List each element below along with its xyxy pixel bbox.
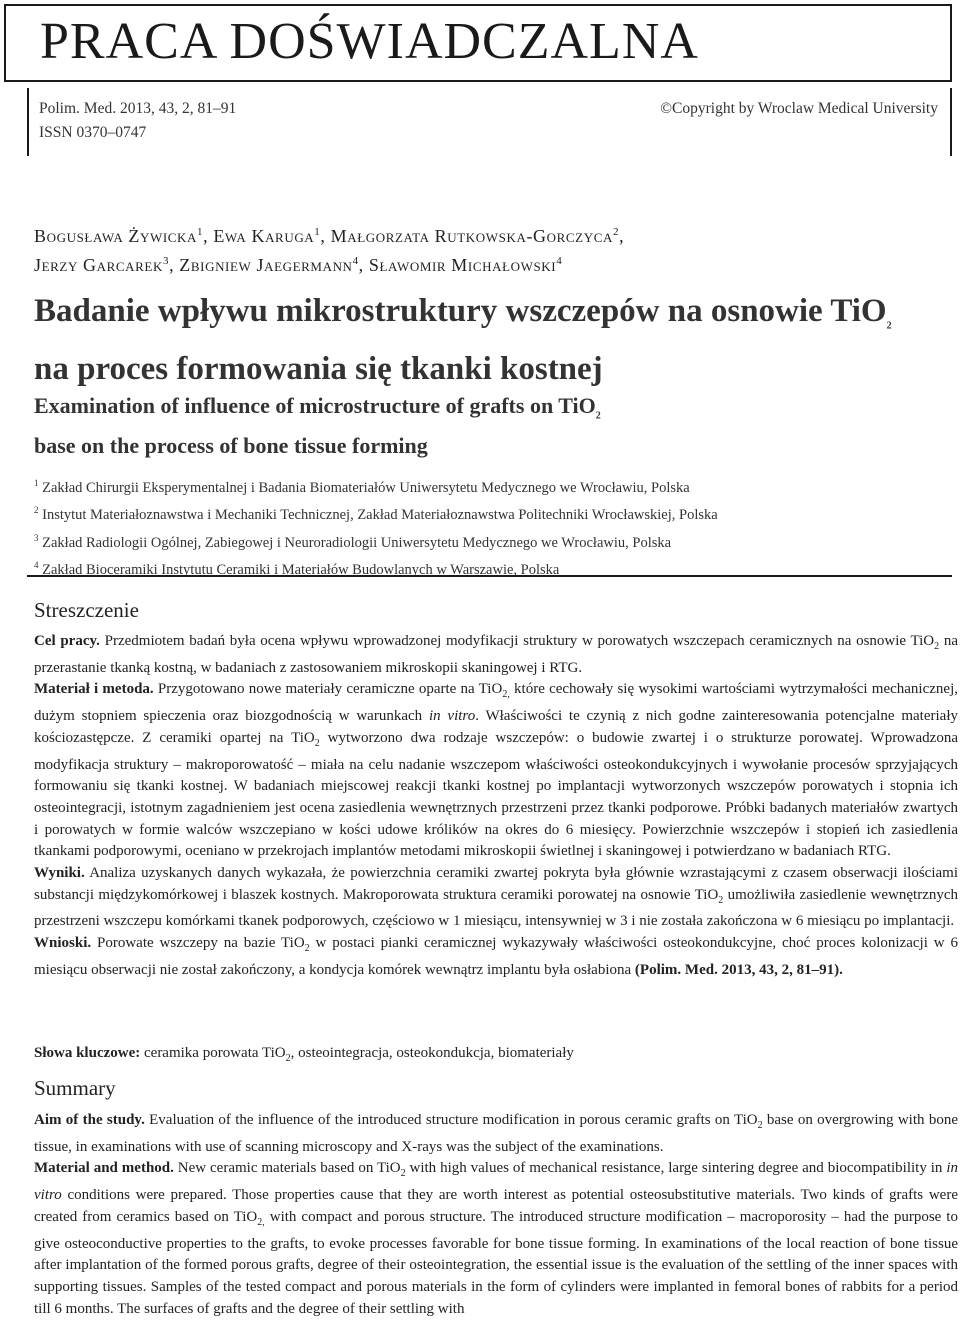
results-text: Analiza uzyskanych danych wykazała, że powierzchnia ceramiki zwartej pokryta była głównie wzrastającymi z czasem obserwacji ilościami substancji międzykomórkowej i blaszek kostnych. Makroporowata struktura ceramiki porowatej na osnowie TiO	[34, 865, 958, 903]
affiliation-item	[34, 472, 944, 499]
conclusions-text-2: w postaci pianki ceramicznej wykazywały właściwości osteokondukcyjne, choć proces kolonizacji w 6 miesiącu obserwacji nie został zakończony, a kondycja komórek wewnątrz implantu była osłabiona	[34, 935, 958, 978]
subscript: 2	[718, 894, 724, 906]
title-en-text-2: base on the process of bone tissue forming	[34, 433, 428, 459]
title-en-text: Examination of influence of microstructure of grafts on TiO	[34, 393, 596, 418]
article-type-title: PRACA DOŚWIADCZALNA	[40, 13, 699, 70]
subscript: 2	[314, 737, 320, 749]
author-affil-ref: 1	[197, 226, 204, 238]
methods-label: Materiał i metoda.	[34, 681, 154, 698]
author-name: Ewa Karuga	[213, 226, 315, 246]
title-pl-text: Badanie wpływu mikrostruktury wszczepów na osnowie TiO	[34, 293, 887, 329]
methods-text: New ceramic materials based on TiO	[173, 1160, 401, 1177]
abstract-en-aim	[34, 1110, 958, 1158]
aim-text-2: na przerastanie tkanką kostną, w badaniach z zastosowaniem mikroskopii skaningowej i RTG.	[34, 633, 958, 676]
journal-meta-box	[27, 88, 952, 156]
affiliation-num: 2	[34, 505, 39, 516]
methods-text: Przygotowano nowe materiały ceramiczne oparte na TiO	[153, 681, 503, 698]
abstract-pl-aim	[34, 631, 958, 679]
conclusions-text: Porowate wszczepy na bazie TiO	[91, 935, 305, 952]
affiliation-text: Zakład Radiologii Ogólnej, Zabiegowej i Neuroradiologii Uniwersytetu Medycznego we Wrocławiu, Polska	[42, 534, 672, 551]
title-pl-subscript: 2	[886, 320, 892, 332]
subscript: 2	[400, 1168, 406, 1180]
keywords-line	[34, 1043, 958, 1070]
author-name: Jerzy Garcarek	[34, 255, 163, 275]
conclusions-label: Wnioski.	[34, 935, 92, 952]
affiliation-num: 3	[34, 532, 39, 543]
article-type-banner	[4, 4, 952, 82]
author-affil-ref: 4	[352, 255, 359, 267]
aim-label: Aim of the study.	[34, 1112, 145, 1128]
subscript: 2	[757, 1120, 763, 1131]
aim-label: Cel pracy.	[34, 633, 100, 649]
author-line-2: Jerzy Garcarek$^3$, Zbigniew Jaegermann$^4$, Sławomir Michałowski$^4$	[34, 255, 563, 275]
section-divider	[27, 575, 952, 577]
article-title-polish	[34, 290, 944, 390]
affiliation-item	[34, 499, 944, 526]
title-pl-text-2: na proces formowania się tkanki kostnej	[34, 350, 603, 387]
results-text-2: umożliwiła zasiedlenie wewnętrznych przestrzeni wszczepu komórkami tkanek podporowych, częściowo w 1 miesiącu, intensywniej w 3 i nie została zakończona w 6 miesiącu po implantacji.	[34, 886, 959, 930]
affiliation-num: 1	[34, 478, 39, 488]
methods-text-2: które cechowały się wysokimi wartościami wytrzymałości mechanicznej, dużym stopniem spieczenia oraz biozgodnością w warunkach	[34, 681, 958, 725]
subscript: 2,	[502, 689, 510, 701]
author-list	[34, 220, 934, 278]
abstract-pl-methods	[34, 679, 958, 863]
methods-text-2: with high values of mechanical resistance, large sintering degree and biocompatibility in	[405, 1160, 947, 1177]
affiliation-text: Zakład Bioceramiki Instytutu Ceramiki i Materiałów Budowlanych w Warszawie, Polska	[42, 561, 560, 578]
author-name: Sławomir Michałowski	[368, 255, 557, 275]
copyright-notice: ©Copyright by Wroclaw Medical University	[660, 100, 938, 117]
results-label: Wyniki.	[34, 865, 85, 882]
author-affil-ref: 1	[314, 226, 321, 238]
aim-text: Evaluation of the influence of the introduced structure modification in porous ceramic grafts on TiO	[144, 1112, 758, 1128]
methods-text-3: . Właściwości te czynią z nich godne zainteresowania potencjalne materiały kościozastępcze. Z ceramiki opartej na TiO	[34, 708, 958, 746]
title-en-subscript: 2	[595, 410, 601, 422]
streszczenie-body	[34, 631, 958, 982]
methods-text-3: conditions were prepared. Those properties cause that they are worth interest as potential osteosubstitutive materials. Two kinds of grafts were created from ceramics based on TiO	[34, 1187, 958, 1225]
affiliation-text: Zakład Chirurgii Eksperymentalnej i Badania Biomateriałów Uniwersytetu Medycznego we Wrocławiu, Polska	[42, 479, 690, 496]
affiliations	[34, 472, 944, 581]
author-name: Bogusława Żywicka	[34, 226, 198, 246]
author-affil-ref: 2	[612, 226, 620, 238]
summary-heading: Summary	[34, 1076, 116, 1100]
methods-text-4: with compact and porous structure. The introduced structure modification – macroporosity – had the purpose to give osteoconductive properties to the grafts, to evoke processes favorable for bone tissue forming. In examinations of the local reaction of bone tissue after implantation of the formed porous grafts, degree of their osteointegration, the essential issue is the evaluation of the settling of the inner spaces with supporting tissues. Samples of the tested compact and porous materials in the form of cylinders were implanted in femoral bones of rabbits for a period till 6 months. The surfaces of grafts and the degree of their settling with	[34, 1208, 958, 1317]
subscript: 2,	[257, 1216, 265, 1228]
abstract-en-methods	[34, 1158, 958, 1320]
methods-text-4: wytworzono dwa rodzaje wszczepów: o budowie zwartej i o strukturze porowatej. Wprowadzona modyfikacja struktury – makroporowatość – miała na celu nadanie wszczepom właściwości osteokondukcyjnych i wywołanie procesów sprzyjających formowaniu się tkanki kostnej. W badaniach miejscowej reakcji tkanki kostnej po implantacji wytworzonych wszczepów porowatych i stopnia ich osteointegracji, istotnym zagadnieniem jest ocena zasiedlenia wewnętrznych przestrzeni przez tkanki podporowe. Próbki badanych materiałów zwartych i porowatych w formie walców wszczepiano w kości udowe królików na okres do 6 miesięcy. Powierzchnie wszczepów i stopień ich zasiedlenia tkankami podporowymi, oceniano w przekrojach implantów metodami mikroskopii świetlnej i skaningowej i potwierdzano w badaniach RTG.	[34, 729, 958, 860]
keywords-label: Słowa kluczowe:	[34, 1045, 141, 1061]
article-title-english	[34, 391, 944, 461]
abstract-pl-results	[34, 863, 958, 933]
streszczenie-heading: Streszczenie	[34, 598, 139, 622]
methods-label: Material and method.	[34, 1160, 174, 1177]
keywords	[34, 1043, 958, 1070]
keywords-text-2: , osteointegracja, osteokondukcja, biomateriały	[290, 1045, 574, 1061]
journal-citation: Polim. Med. 2013, 43, 2, 81–91	[39, 100, 237, 117]
aim-text: Przedmiotem badań była ocena wpływu wprowadzonej modyfikacji struktury w porowatych wszczepach ceramicznych na osnowie TiO	[99, 633, 935, 649]
citation-ref: (Polim. Med. 2013, 43, 2, 81–91).	[634, 961, 843, 978]
journal-issn: ISSN 0370–0747	[39, 124, 147, 141]
author-affil-ref: 3	[162, 255, 170, 267]
subscript: 2	[934, 641, 940, 652]
methods-italic: in vitro	[34, 1160, 958, 1204]
aim-text-2: base on overgrowing with bone tissue, in examinations with use of scanning microscopy and X-rays was the subject of the examinations.	[34, 1112, 958, 1155]
affiliation-item	[34, 554, 944, 581]
abstract-pl-conclusions	[34, 933, 958, 981]
author-affil-ref: 4	[556, 255, 563, 267]
subscript: 2	[304, 943, 310, 955]
affiliation-num: 4	[34, 559, 39, 570]
affiliation-item	[34, 527, 944, 554]
subscript: 2	[285, 1053, 291, 1064]
keywords-text: ceramika porowata TiO	[140, 1045, 286, 1061]
affiliation-text: Instytut Materiałoznawstwa i Mechaniki Technicznej, Zakład Materiałoznawstwa Politechniki Wrocławskiej, Polska	[42, 507, 718, 524]
author-line-1: Bogusława Żywicka$^1$, Ewa Karuga$^1$, Małgorzata Rutkowska-Gorczyca$^2$,	[34, 226, 625, 246]
author-name: Zbigniew Jaegermann	[179, 255, 353, 275]
methods-italic: in vitro	[428, 708, 476, 725]
summary-body	[34, 1110, 958, 1320]
author-name: Małgorzata Rutkowska-Gorczyca	[330, 226, 613, 246]
